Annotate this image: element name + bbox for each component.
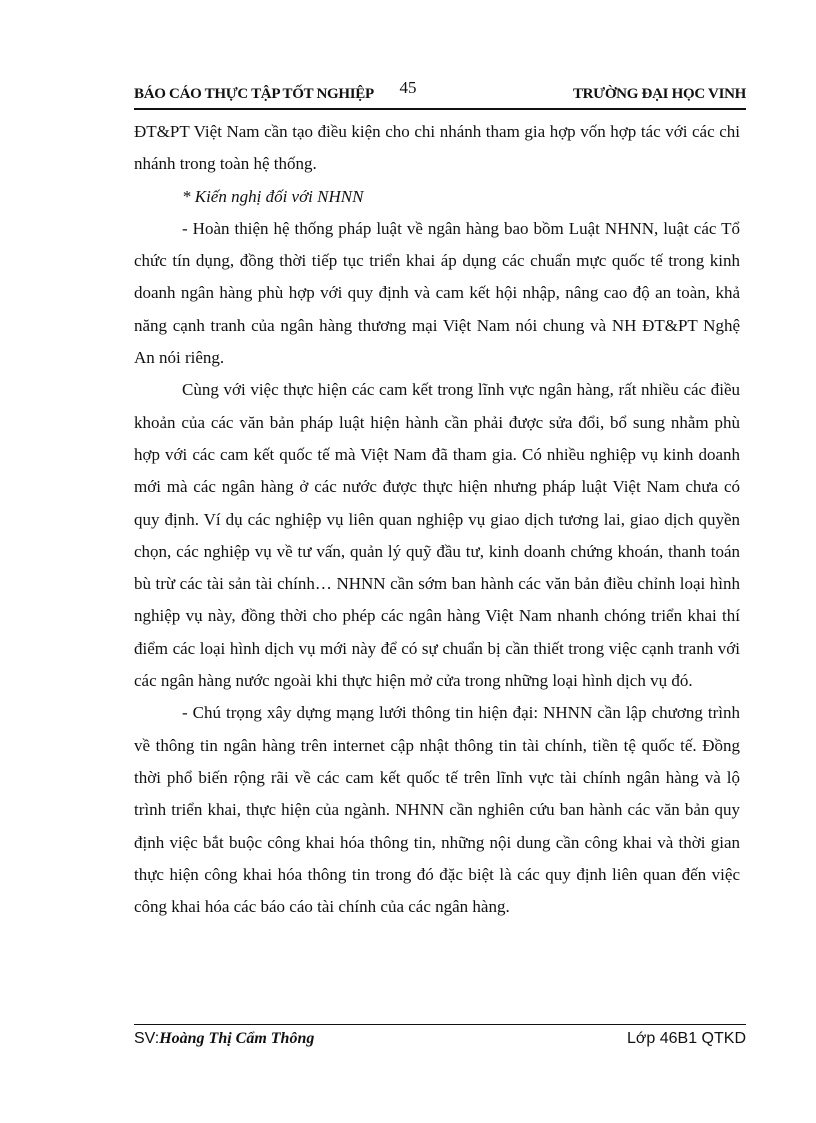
- header-university: TRƯỜNG ĐẠI HỌC VINH: [572, 86, 746, 102]
- section-heading-nhnn: * Kiến nghị đối với NHNN: [182, 186, 364, 206]
- footer-student: [134, 1030, 314, 1048]
- footer-student-name: Hoàng Thị Cẩm Thông: [159, 1030, 315, 1047]
- page-footer: [134, 1024, 746, 1053]
- page-number: 45: [399, 78, 417, 97]
- document-body: [134, 116, 740, 923]
- page-header: [134, 86, 746, 110]
- header-report-title: BÁO CÁO THỰC TẬP TỐT NGHIỆP: [134, 86, 374, 102]
- paragraph-information-network: - Chú trọng xây dựng mạng lưới thông tin hiện đại: NHNN cần lập chương trình về thông tin ngân hàng trên internet cập nhật thông tin tài chính, tiền tệ quốc tế. Đồng thời phổ biến rộng rãi về các cam kết quốc tế trên lĩnh vực tài chính ngân hàng và lộ trình triển khai, thực hiện của ngành. NHNN cần nghiên cứu ban hành các văn bản quy định việc bắt buộc công khai hóa thông tin, những nội dung cần công khai và thời gian thực hiện công khai hóa thông tin trong đó đặc biệt là các quy định liên quan đến việc công khai hóa các báo cáo tài chính của các ngân hàng.: [134, 703, 740, 917]
- paragraph-continuation: ĐT&PT Việt Nam cần tạo điều kiện cho chi nhánh tham gia hợp vốn hợp tác với các chi nhánh trong toàn hệ thống.: [134, 122, 740, 174]
- paragraph-commitments: Cùng với việc thực hiện các cam kết trong lĩnh vực ngân hàng, rất nhiều các điều khoản của các văn bản pháp luật hiện hành cần phải được sửa đổi, bổ sung nhằm phù hợp với các cam kết quốc tế mà Việt Nam đã tham gia. Có nhiều nghiệp vụ kinh doanh mới mà các ngân hàng ở các nước được thực hiện nhưng pháp luật Việt Nam chưa có quy định. Ví dụ các nghiệp vụ liên quan nghiệp vụ giao dịch tương lai, giao dịch quyền chọn, các nghiệp vụ về tư vấn, quản lý quỹ đầu tư, kinh doanh chứng khoán, thanh toán bù trừ các tài sản tài chính… NHNN cần sớm ban hành các văn bản điều chỉnh loại hình nghiệp vụ này, đồng thời cho phép các ngân hàng Việt Nam nhanh chóng triển khai thí điểm các loại hình dịch vụ mới này để có sự chuẩn bị cần thiết trong việc cạnh tranh với các ngân hàng nước ngoài khi thực hiện mở cửa trong những loại hình dịch vụ đó.: [134, 380, 740, 691]
- footer-sv-label: SV:: [134, 1030, 160, 1047]
- footer-class: Lớp 46B1 QTKD: [627, 1030, 746, 1047]
- paragraph-legal-system: - Hoàn thiện hệ thống pháp luật về ngân hàng bao bồm Luật NHNN, luật các Tổ chức tín dụng, đồng thời tiếp tục triển khai áp dụng các chuẩn mực quốc tế trong kinh doanh ngân hàng phù hợp với quy định và cam kết hội nhập, nâng cao độ an toàn, khả năng cạnh tranh của ngân hàng thương mại Việt Nam nói chung và NH ĐT&PT Nghệ An nói riêng.: [134, 218, 740, 368]
